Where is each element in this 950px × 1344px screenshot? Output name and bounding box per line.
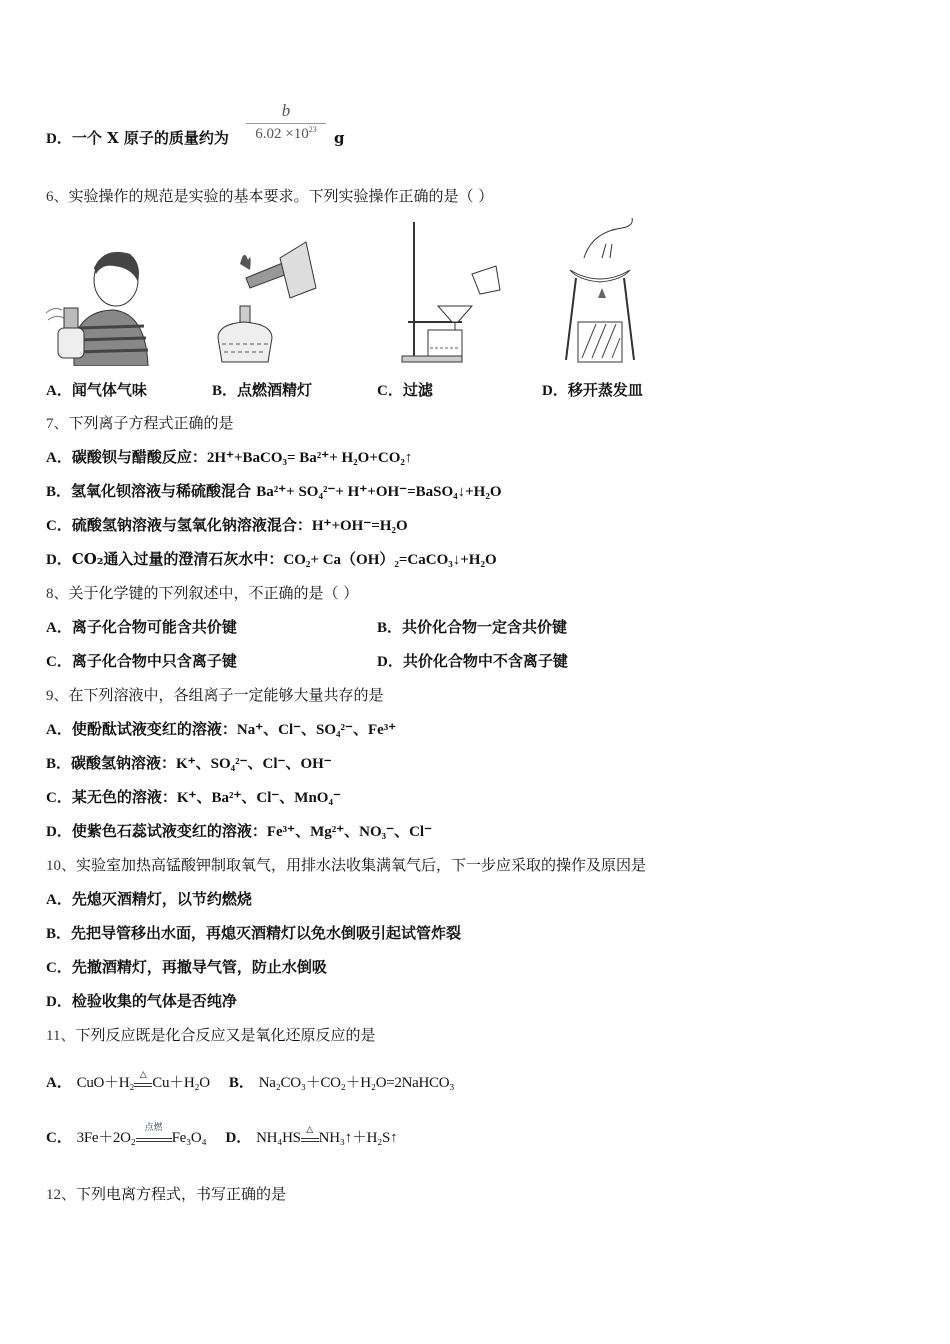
q9-option-b	[46, 753, 332, 774]
option-label: C．	[46, 1130, 72, 1146]
unit-g: g	[334, 129, 345, 147]
fraction-numerator: b	[281, 101, 291, 120]
q7-option-a	[46, 447, 412, 468]
ionic-equation: 2H⁺+BaCO₃= Ba²⁺+ H₂O+CO₂↑	[206, 450, 413, 466]
delta-icon: △	[306, 1125, 314, 1135]
option-text: 先把导管移出水面，再熄灭酒精灯以免水倒吸引起试管炸裂	[71, 924, 462, 942]
q11-options-ab	[46, 1072, 454, 1093]
figure-caption-d	[542, 379, 643, 400]
option-text: 点燃酒精灯	[237, 381, 313, 399]
q10-option-a	[46, 889, 252, 910]
q9-option-a	[46, 719, 396, 740]
q9-option-d	[46, 821, 432, 842]
option-label: C．	[46, 960, 72, 976]
option-label: D．	[542, 383, 568, 399]
option-text: 过滤	[402, 381, 433, 399]
equation-lhs: NH₄HS	[256, 1130, 301, 1146]
option-label: B．	[46, 926, 72, 942]
question-9	[46, 685, 384, 706]
question-number: 7、	[46, 416, 69, 432]
question-number: 10、	[46, 858, 77, 874]
question-stem: 下列电离方程式，书写正确的是	[76, 1185, 287, 1203]
question-stem: 下列反应既是化合反应又是氧化还原反应的是	[75, 1026, 376, 1044]
option-label: A．	[46, 450, 72, 466]
q7-option-d	[46, 549, 497, 570]
q8-option-b	[377, 617, 567, 638]
option-label: D．	[46, 824, 72, 840]
option-label: A．	[46, 1075, 72, 1091]
question-stem: 在下列溶液中，各组离子一定能够大量共存的是	[68, 686, 384, 704]
question-11	[46, 1025, 375, 1046]
option-text: 离子化合物中只含离子键	[71, 652, 237, 670]
q5-option-d	[46, 128, 229, 149]
option-label: C．	[46, 518, 72, 534]
option-text: 碳酸钡与醋酸反应：	[71, 448, 207, 466]
question-stem: 下列离子方程式正确的是	[68, 414, 234, 432]
option-label: D．	[46, 552, 72, 568]
ion-list: Na⁺、Cl⁻、SO₄²⁻、Fe³⁺	[236, 722, 397, 738]
option-text: 某无色的溶液：	[71, 788, 177, 806]
q10-option-c	[46, 957, 327, 978]
figure-caption-b	[212, 379, 312, 400]
option-label: D．	[225, 1130, 252, 1146]
heating-condition	[134, 1070, 152, 1087]
lighting-alcohol-lamp-figure	[210, 218, 320, 366]
question-8	[46, 583, 358, 604]
fraction-b-over-avogadro	[246, 100, 326, 143]
option-text: 共价化合物一定含共价键	[402, 618, 568, 636]
equation-rhs: Cu＋H₂O	[152, 1075, 210, 1091]
moving-evaporating-dish-figure	[562, 218, 640, 366]
question-7	[46, 413, 234, 434]
ionic-equation: CO₂+ Ca（OH）₂=CaCO₃↓+H₂O	[283, 552, 497, 568]
option-text: 离子化合物可能含共价键	[71, 618, 237, 636]
q10-option-d	[46, 991, 237, 1012]
denominator-exponent: 23	[308, 125, 317, 134]
option-label: C．	[377, 383, 403, 399]
option-label: B．	[46, 484, 72, 500]
q8-option-c	[46, 651, 237, 672]
option-text: 共价化合物中不含离子键	[402, 652, 568, 670]
fraction-bar	[246, 123, 326, 124]
question-number: 6、	[46, 189, 69, 205]
option-text: 硫酸氢钠溶液与氢氧化钠溶液混合：	[71, 516, 312, 534]
option-label: D．	[377, 654, 403, 670]
option-label: B．	[212, 383, 238, 399]
option-text: 先撤酒精灯，再撤导气管，防止水倒吸	[71, 958, 327, 976]
question-number: 11、	[46, 1028, 76, 1044]
equals-sign	[136, 1138, 172, 1142]
question-12	[46, 1184, 286, 1205]
option-text: 氢氧化钡溶液与稀硫酸混合	[71, 482, 257, 500]
option-label: A．	[46, 620, 72, 636]
ionic-equation: Ba²⁺+ SO₄²⁻+ H⁺+OH⁻=BaSO₄↓+H₂O	[256, 484, 502, 500]
q7-option-c	[46, 515, 408, 536]
filtration-figure	[394, 218, 504, 366]
heating-condition	[301, 1125, 319, 1142]
ion-list: K⁺、Ba²⁺、Cl⁻、MnO₄⁻	[176, 790, 341, 806]
denominator-base: 6.02 ×10	[255, 126, 309, 142]
equation: Na₂CO₃＋CO₂＋H₂O=2NaHCO₃	[258, 1075, 455, 1091]
option-label: B．	[228, 1075, 254, 1091]
option-label: B．	[46, 756, 72, 772]
option-label: D．	[46, 131, 72, 147]
figure-caption-a	[46, 379, 147, 400]
option-text: 一个 X 原子的质量约为	[71, 129, 229, 147]
equation-lhs: 3Fe＋2O₂	[76, 1130, 136, 1146]
ignition-condition	[136, 1123, 172, 1142]
option-label: B．	[377, 620, 403, 636]
question-10	[46, 855, 646, 876]
question-number: 9、	[46, 688, 69, 704]
q7-option-b	[46, 481, 502, 502]
option-text: 闻气体气味	[71, 381, 147, 399]
question-number: 12、	[46, 1187, 77, 1203]
delta-icon: △	[139, 1070, 147, 1080]
figure-caption-c	[377, 379, 433, 400]
option-text: 检验收集的气体是否纯净	[71, 992, 237, 1010]
smelling-gas-figure	[44, 218, 156, 366]
option-text: 移开蒸发皿	[567, 381, 643, 399]
option-text: 碳酸氢钠溶液：	[71, 754, 177, 772]
question-stem: 实验室加热高锰酸钾制取氧气，用排水法收集满氧气后，下一步应采取的操作及原因是	[76, 856, 647, 874]
ionic-equation: H⁺+OH⁻=H₂O	[311, 518, 408, 534]
q8-option-d	[377, 651, 568, 672]
option-label: D．	[46, 994, 72, 1010]
ion-list: Fe³⁺、Mg²⁺、NO₃⁻、Cl⁻	[266, 824, 432, 840]
question-stem: 关于化学键的下列叙述中，不正确的是（ ）	[68, 584, 359, 602]
q9-option-c	[46, 787, 341, 808]
option-label: C．	[46, 790, 72, 806]
q10-option-b	[46, 923, 461, 944]
ion-list: K⁺、SO₄²⁻、Cl⁻、OH⁻	[176, 756, 332, 772]
equation-lhs: CuO＋H₂	[76, 1075, 135, 1091]
question-6	[46, 186, 493, 207]
equation-rhs: Fe₃O₄	[171, 1130, 207, 1146]
option-text: 使紫色石蕊试液变红的溶液：	[71, 822, 267, 840]
option-text: 先熄灭酒精灯，以节约燃烧	[71, 890, 252, 908]
question-number: 8、	[46, 586, 69, 602]
q11-options-cd	[46, 1123, 398, 1148]
option-text: 使酚酞试液变红的溶液：	[71, 720, 237, 738]
ignition-label: 点燃	[144, 1123, 163, 1133]
option-text: CO₂通入过量的澄清石灰水中：	[71, 550, 284, 568]
option-label: A．	[46, 892, 72, 908]
fraction-denominator	[246, 125, 326, 143]
question-stem: 实验操作的规范是实验的基本要求。下列实验操作正确的是（ ）	[68, 187, 494, 205]
equation-rhs: NH₃↑＋H₂S↑	[318, 1130, 398, 1146]
option-label: C．	[46, 654, 72, 670]
q8-option-a	[46, 617, 237, 638]
option-label: A．	[46, 383, 72, 399]
option-label: A．	[46, 722, 72, 738]
